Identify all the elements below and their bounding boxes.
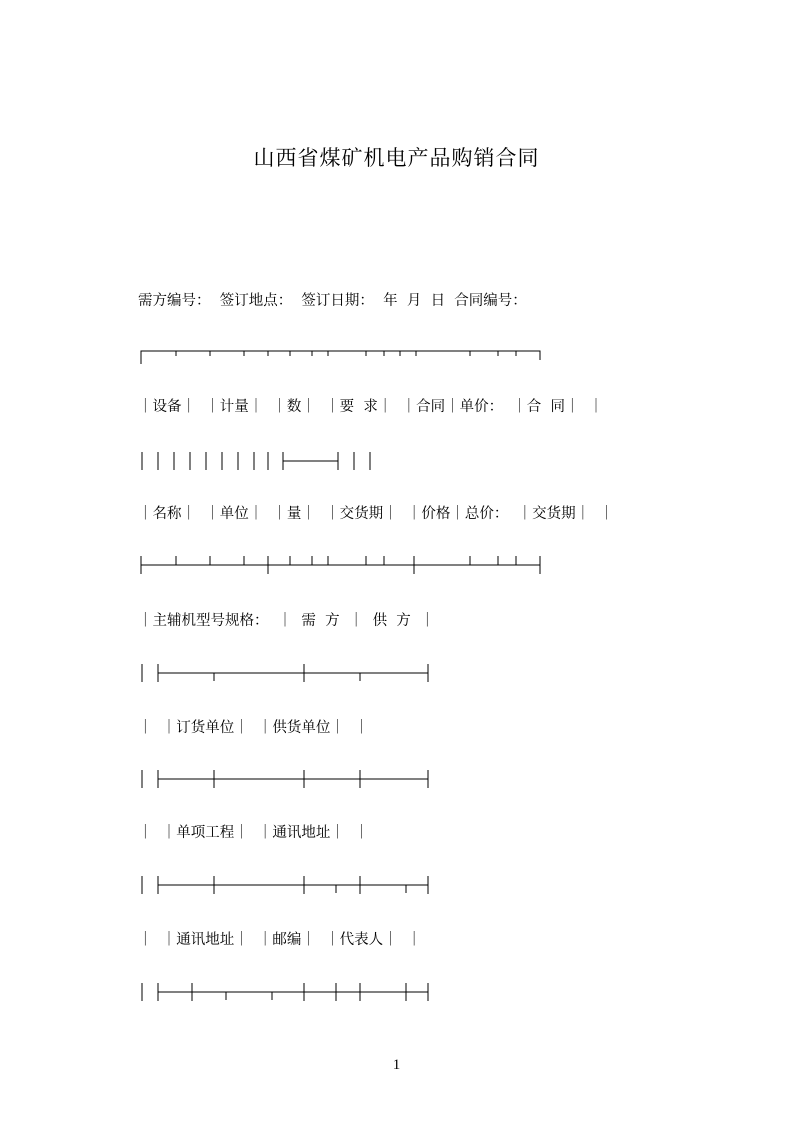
page-number: 1 — [392, 1057, 401, 1073]
rule-graphic — [138, 876, 438, 894]
header-info-line: 需方编号： 签订地点： 签订日期： 年 月 日 合同编号： — [138, 293, 527, 309]
table-rule-c — [138, 876, 438, 894]
rule-graphic — [138, 347, 543, 365]
contract-title: 山西省煤矿机电产品购销合同 — [253, 146, 540, 170]
table-row-equipment: ｜设备｜ ｜计量｜ ｜数｜ ｜要 求｜ ｜合同｜单价： ｜合 同｜ ｜ — [138, 399, 604, 415]
rule-graphic — [138, 556, 543, 574]
table-mid-rule — [138, 556, 543, 574]
table-rule-d — [138, 983, 438, 1001]
table-bars-row — [138, 452, 378, 470]
rule-graphic — [138, 664, 438, 682]
table-row-project: ｜ ｜单项工程｜ ｜通讯地址｜ ｜ — [138, 825, 369, 841]
table-rule-a — [138, 664, 438, 682]
table-row-name: ｜名称｜ ｜单位｜ ｜量｜ ｜交货期｜ ｜价格｜总价： ｜交货期｜ ｜ — [138, 506, 614, 522]
table-rule-b — [138, 770, 438, 788]
table-row-address: ｜ ｜通讯地址｜ ｜邮编｜ ｜代表人｜ ｜ — [138, 932, 422, 948]
table-top-rule — [138, 347, 543, 365]
rule-graphic — [138, 452, 378, 470]
rule-graphic — [138, 770, 438, 788]
table-row-specs: ｜主辅机型号规格： ｜ 需 方 ｜ 供 方 ｜ — [138, 613, 435, 629]
table-row-order-unit: ｜ ｜订货单位｜ ｜供货单位｜ ｜ — [138, 720, 369, 736]
rule-graphic — [138, 983, 438, 1001]
